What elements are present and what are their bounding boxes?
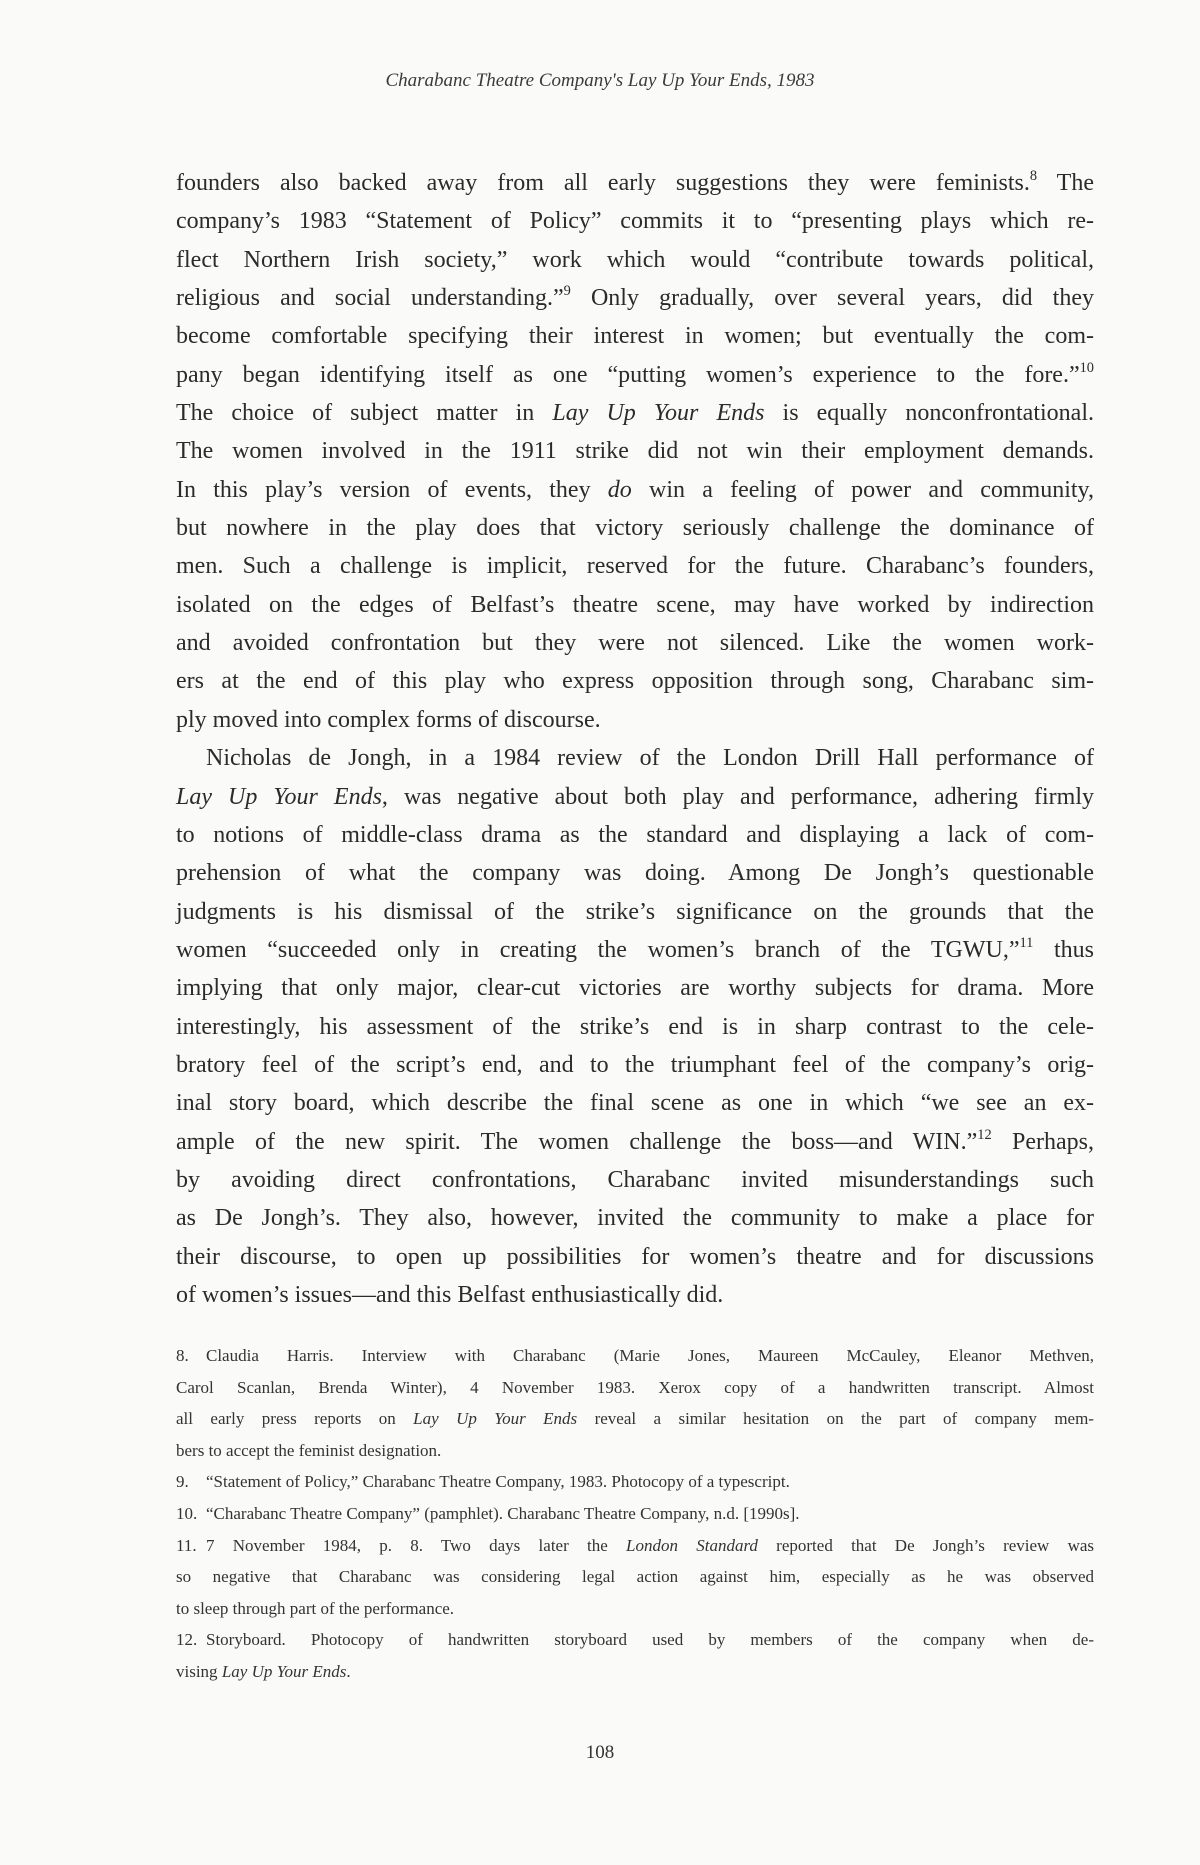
text-run: Claudia Harris. Interview with Charabanc (Marie Jones, Maureen McCauley, Eleanor Methven,	[206, 1346, 1094, 1365]
footnote-number: 10.	[176, 1503, 198, 1523]
text-run: is equally nonconfrontational.	[764, 400, 1094, 427]
footnotes	[176, 1340, 1094, 1688]
text-run: men. Such a challenge is implicit, reserved for the future. Charabanc’s founders,	[176, 553, 1094, 580]
text-run: Carol Scanlan, Brenda Winter), 4 November 1983. Xerox copy of a handwritten transcript. Almost	[176, 1377, 1094, 1397]
footnote-line	[176, 1593, 1094, 1625]
footnote-line	[176, 1372, 1094, 1404]
footnote-line	[176, 1530, 1094, 1562]
footnote-number: 9.	[176, 1472, 189, 1492]
text-run: Perhaps,	[991, 1128, 1094, 1155]
text-run: Nicholas de Jongh, in a 1984 review of the London Drill Hall performance of	[206, 745, 1094, 772]
running-header: Charabanc Theatre Company's Lay Up Your Ends, 1983	[385, 70, 815, 91]
footnote-number: 8.	[176, 1346, 189, 1365]
text-run: to sleep through part of the performance.	[176, 1598, 455, 1618]
paragraph-line	[176, 1199, 1094, 1237]
italic-title: Lay Up Your Ends	[176, 783, 382, 810]
text-run: judgments is his dismissal of the strike’s significance on the grounds that the	[176, 898, 1094, 925]
text-run: isolated on the edges of Belfast’s theatre scene, may have worked by indirection	[176, 591, 1094, 618]
footnote-number: 11.	[176, 1535, 197, 1555]
italic-title: Lay Up Your Ends	[413, 1409, 578, 1429]
footnote-reference: 10	[1079, 359, 1094, 376]
paragraph-line	[176, 893, 1094, 931]
footnote-line	[176, 1561, 1094, 1593]
page-number: 108	[585, 1742, 615, 1763]
paragraph-line	[176, 1238, 1094, 1276]
text-run: In this play’s version of events, they	[176, 476, 608, 503]
paragraph-line	[176, 854, 1094, 892]
text-run: prehension of what the company was doing. Among De Jongh’s questionable	[176, 860, 1094, 887]
footnote-reference: 11	[1019, 934, 1034, 951]
text-run: religious and social understanding.”	[176, 285, 564, 312]
paragraph-line	[176, 624, 1094, 662]
paragraph-line	[176, 816, 1094, 854]
text-run: to notions of middle-class drama as the standard and displaying a lack of com-	[176, 821, 1094, 848]
text-run: 7 November 1984, p. 8. Two days later the	[206, 1535, 627, 1555]
text-run: bratory feel of the script’s end, and to the triumphant feel of the company’s orig-	[176, 1051, 1094, 1078]
text-run: Storyboard. Photocopy of handwritten storyboard used by members of the company when de-	[206, 1630, 1094, 1650]
paragraph-line	[176, 778, 1094, 816]
text-run: pany began identifying itself as one “putting women’s experience to the fore.”	[176, 361, 1080, 388]
text-run: reveal a similar hesitation on the part of company mem-	[577, 1409, 1094, 1429]
text-run: but nowhere in the play does that victory seriously challenge the dominance of	[176, 515, 1094, 542]
text-run: become comfortable specifying their interest in women; but eventually the com-	[176, 323, 1094, 350]
paragraph-line	[176, 164, 1094, 202]
italic-title: do	[607, 476, 632, 503]
text-run: The	[1037, 170, 1094, 196]
text-run: vising	[176, 1661, 222, 1681]
footnote-line	[176, 1403, 1094, 1435]
text-run: of women’s issues—and this Belfast enthusiastically did.	[176, 1281, 724, 1308]
footnote-line	[176, 1656, 1094, 1688]
text-run: by avoiding direct confrontations, Charabanc invited misunderstandings such	[176, 1166, 1094, 1193]
text-run: The women involved in the 1911 strike did not win their employment demands.	[176, 438, 1094, 465]
text-run: ers at the end of this play who express opposition through song, Charabanc sim-	[176, 668, 1094, 695]
footnote-number: 12.	[176, 1630, 198, 1650]
text-run: ply moved into complex forms of discourse.	[176, 706, 601, 733]
paragraph-line	[176, 662, 1094, 700]
text-run: inal story board, which describe the final scene as one in which “we see an ex-	[176, 1090, 1094, 1117]
text-run: so negative that Charabanc was considering legal action against him, especially as he was observed	[176, 1567, 1094, 1587]
paragraph-line	[176, 1008, 1094, 1046]
body-text	[176, 164, 1094, 1314]
paragraph-line	[176, 509, 1094, 547]
footnote-line	[176, 1340, 1094, 1372]
footnote-line	[176, 1435, 1094, 1467]
footnote-reference: 8	[1029, 167, 1038, 184]
text-run: , was negative about both play and performance, adhering firmly	[381, 783, 1094, 810]
text-run: flect Northern Irish society,” work which would “contribute towards political,	[176, 246, 1094, 273]
paragraph-line	[176, 1123, 1094, 1161]
paragraph-line	[176, 241, 1094, 279]
text-run: win a feeling of power and community,	[631, 476, 1094, 503]
text-run: and avoided confrontation but they were not silenced. Like the women work-	[176, 630, 1094, 657]
paragraph-line	[176, 317, 1094, 355]
paragraph-line	[176, 969, 1094, 1007]
italic-title: Lay Up Your Ends	[221, 1661, 347, 1681]
footnote-reference: 9	[563, 282, 571, 299]
text-run: women “succeeded only in creating the women’s branch of the TGWU,”	[176, 936, 1020, 963]
paragraph-line	[176, 701, 1094, 739]
paragraph-line	[176, 547, 1094, 585]
paragraph-line	[176, 432, 1094, 470]
paragraph-line	[176, 202, 1094, 240]
text-run: all early press reports on	[176, 1409, 414, 1429]
text-run: implying that only major, clear-cut victories are worthy subjects for drama. More	[176, 975, 1094, 1002]
text-run: company’s 1983 “Statement of Policy” commits it to “presenting plays which re-	[176, 208, 1094, 235]
paragraph-line	[176, 1046, 1094, 1084]
paragraph-line	[176, 1161, 1094, 1199]
paragraph-line	[176, 279, 1094, 317]
text-run: Only gradually, over several years, did they	[570, 285, 1094, 312]
paragraph-line	[176, 1084, 1094, 1122]
footnote-line	[176, 1624, 1094, 1656]
text-run: as De Jongh’s. They also, however, invited the community to make a place for	[176, 1205, 1094, 1232]
paragraph-line	[176, 739, 1094, 777]
paragraph-line	[176, 586, 1094, 624]
text-run: thus	[1033, 936, 1095, 963]
text-run: The choice of subject matter in	[176, 400, 553, 427]
paragraph-line	[176, 1276, 1094, 1314]
paragraph-line	[176, 394, 1094, 432]
footnote-line	[176, 1466, 1094, 1498]
text-run: founders also backed away from all early suggestions they were feminists.	[176, 170, 1030, 196]
text-run: .	[346, 1661, 351, 1681]
paragraph-line	[176, 471, 1094, 509]
text-run: “Charabanc Theatre Company” (pamphlet). Charabanc Theatre Company, n.d. [1990s].	[206, 1503, 800, 1523]
text-run: ample of the new spirit. The women challenge the boss—and WIN.”	[176, 1128, 978, 1155]
text-run: their discourse, to open up possibilities for women’s theatre and for discussions	[176, 1243, 1094, 1270]
text-run: “Statement of Policy,” Charabanc Theatre Company, 1983. Photocopy of a typescript.	[206, 1472, 790, 1492]
footnote-reference: 12	[977, 1126, 992, 1143]
footnote-line	[176, 1498, 1094, 1530]
text-run: bers to accept the feminist designation.	[176, 1440, 442, 1460]
text-run: interestingly, his assessment of the strike’s end is in sharp contrast to the cele-	[176, 1013, 1094, 1040]
italic-title: Lay Up Your Ends	[552, 400, 765, 427]
italic-title: London Standard	[626, 1535, 758, 1555]
paragraph-line	[176, 931, 1094, 969]
paragraph-line	[176, 356, 1094, 394]
text-run: reported that De Jongh’s review was	[757, 1535, 1095, 1555]
